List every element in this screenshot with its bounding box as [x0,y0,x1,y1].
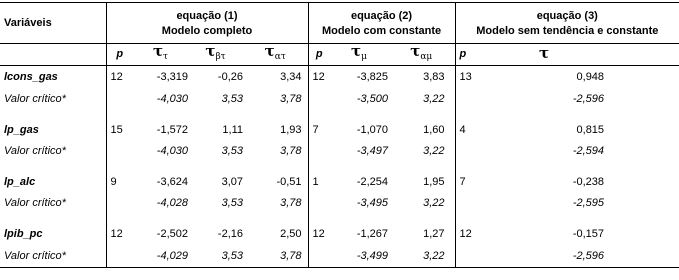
critical-value-label: Valor crítico* [4,197,66,209]
tau-mu-value: -3,825 [356,71,389,84]
critical-value-label: Valor crítico* [4,249,66,262]
critical-tau-beta-tau: 3,53 [221,197,243,209]
subheader-p-eq3: p [455,44,484,66]
subheader-tau-alpha-mu: $\tau_{\alpha\mu}$ [410,42,433,62]
critical-tau-eq3: -2,596 [572,249,605,262]
tau-eq3-value: 0,815 [576,124,605,136]
subheader-tau-alpha-tau: $\tau_{\alpha\tau}$ [264,42,286,62]
p-eq2: 12 [308,224,330,246]
header-eq1-title: equação (1) [106,3,308,25]
header-eq3-title: equação (3) [455,3,679,25]
critical-tau-alpha-mu: 3,22 [423,249,445,262]
critical-tau-eq3: -2,596 [572,93,605,105]
tau-beta-tau-value: 1,11 [222,124,243,136]
critical-tau-alpha-mu: 3,22 [423,93,445,105]
critical-tau-beta-tau: 3,53 [221,249,243,262]
table-row-critical [0,90,679,110]
p-eq3: 4 [455,120,484,142]
subheader-tau-eq3: τ [539,44,550,62]
variable-name: lp_alc [4,176,36,188]
critical-tau-tau: -4,029 [156,249,188,262]
tau-alpha-mu-value: 1,27 [423,228,445,240]
header-eq2-subtitle: Modelo com constante [308,24,455,43]
critical-tau-eq3: -2,595 [572,197,605,209]
table-header [0,3,679,66]
critical-tau-mu: -3,500 [356,93,389,105]
tau-alpha-tau-value: -0,51 [276,176,302,188]
header-eq3-subtitle: Modelo sem tendência e constante [455,24,679,43]
p-eq1: 9 [106,172,133,194]
critical-tau-beta-tau: 3,53 [221,93,243,105]
tau-eq3-value: 0,948 [576,71,605,84]
p-eq3: 13 [455,66,484,90]
tau-tau-value: -3,624 [156,176,188,188]
subheader-tau-tau: $\tau_\tau$ [152,42,169,62]
table-row-critical [0,142,679,162]
p-eq2: 7 [308,120,330,142]
tau-beta-tau-value: -0,26 [217,71,243,84]
table-row-critical [0,194,679,214]
critical-tau-alpha-tau: 3,78 [280,93,302,105]
tau-mu-value: -1,070 [356,124,389,136]
table-row [0,66,679,90]
critical-tau-tau: -4,030 [156,93,188,105]
critical-tau-alpha-tau: 3,78 [280,145,302,157]
critical-tau-tau: -4,030 [156,145,188,157]
critical-tau-beta-tau: 3,53 [221,145,243,157]
tau-beta-tau-value: 3,07 [221,176,243,188]
tau-eq3-value: -0,157 [572,228,605,240]
tau-tau-value: -3,319 [156,71,188,84]
tau-alpha-tau-value: 1,93 [280,124,302,136]
tau-mu-value: -2,254 [356,176,389,188]
p-eq3: 12 [455,224,484,246]
critical-value-label: Valor crítico* [4,93,66,105]
p-eq2: 12 [308,66,330,90]
critical-tau-alpha-tau: 3,78 [280,249,302,262]
variable-name: lp_gas [4,124,39,136]
critical-tau-alpha-tau: 3,78 [280,197,302,209]
variable-name: lpib_pc [4,228,43,240]
p-eq1: 12 [106,224,133,246]
p-eq2: 1 [308,172,330,194]
header-eq2-title: equação (2) [308,3,455,25]
tau-alpha-tau-value: 3,34 [280,71,302,84]
header-eq1-subtitle: Modelo completo [106,24,308,43]
critical-tau-eq3: -2,594 [572,145,605,157]
critical-value-label: Valor crítico* [4,145,66,157]
table-row [0,120,679,142]
tau-alpha-mu-value: 1,95 [423,176,445,188]
table-body [0,66,679,268]
critical-tau-mu: -3,495 [356,197,389,209]
subheader-blank-end [604,44,679,66]
subheader-blank [0,44,106,66]
critical-tau-alpha-mu: 3,22 [423,197,445,209]
tau-mu-value: -1,267 [356,228,389,240]
p-eq3: 7 [455,172,484,194]
subheader-tau-beta-tau: $\tau_{\beta\tau}$ [205,42,226,62]
tau-tau-value: -2,502 [156,228,188,240]
tau-eq3-value: -0,238 [572,176,605,188]
table-row [0,172,679,194]
critical-tau-tau: -4,028 [156,197,188,209]
critical-tau-mu: -3,497 [356,145,389,157]
subheader-tau-mu: $\tau_\mu$ [351,42,367,62]
tau-alpha-mu-value: 1,60 [423,124,445,136]
p-eq1: 15 [106,120,133,142]
unit-root-test-table [0,2,679,268]
critical-tau-mu: -3,499 [356,249,389,262]
subheader-p-eq2: p [308,44,330,66]
tau-tau-value: -1,572 [156,124,188,136]
variable-name: lcons_gas [4,71,58,84]
subheader-p-eq1: p [106,44,133,66]
tau-alpha-mu-value: 3,83 [423,71,445,84]
tau-beta-tau-value: -2,16 [217,228,243,240]
table-row-critical [0,246,679,268]
table-row [0,224,679,246]
tau-alpha-tau-value: 2,50 [280,228,302,240]
critical-tau-alpha-mu: 3,22 [423,145,445,157]
header-variaveis: Variáveis [4,16,52,29]
p-eq1: 12 [106,66,133,90]
